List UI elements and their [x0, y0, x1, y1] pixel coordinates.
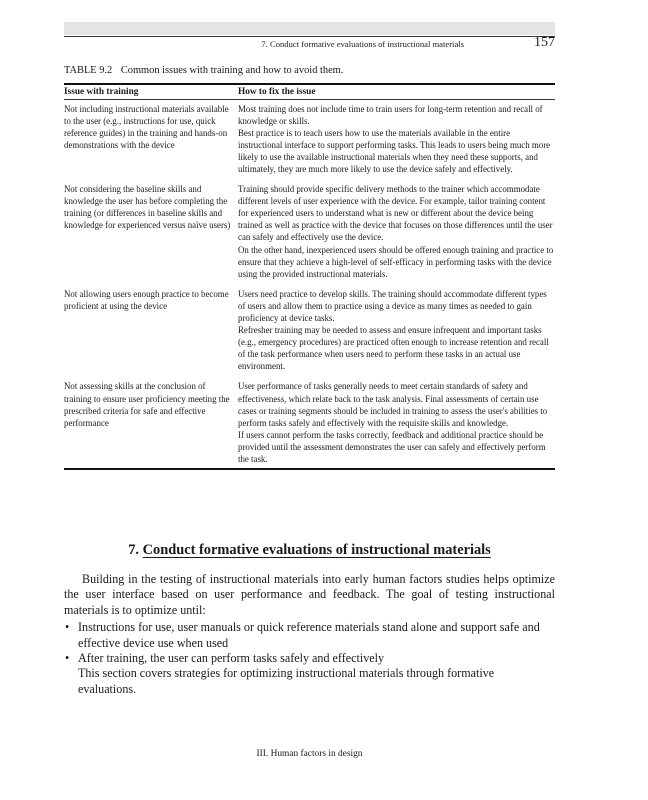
page-footer: III. Human factors in design	[256, 749, 363, 759]
header-rule	[64, 36, 555, 37]
fix-paragraph: If users cannot perform the tasks correctly, feedback and additional practice should be provided until the assessment demonstrates the user can safely and effectively perform the task.	[238, 429, 546, 465]
table-caption	[64, 65, 343, 76]
section-number: 7.	[128, 542, 140, 558]
list-item-text: Instructions for use, user manuals or quick reference materials stand alone and support safe and effective device use when used	[78, 620, 540, 650]
table-row	[64, 288, 555, 373]
fix-cell	[238, 103, 555, 176]
closing-paragraph: This section covers strategies for optimizing instructional materials through formative evaluations.	[78, 666, 495, 696]
fix-paragraph: Best practice is to teach users how to use the materials available in the entire instructional interface to support performing tasks. This leads to users being much more likely to use the available instructional materials when they need these supports, and ultimately, they are much more likely to use the device safely and effectively.	[238, 127, 551, 174]
list-item	[64, 651, 555, 666]
issue-cell: Not assessing skills at the conclusion of training to ensure user proficiency meeting the prescribed criteria for safe and effective performance	[64, 381, 230, 428]
bullet-icon: •	[65, 620, 70, 635]
issue-cell: Not allowing users enough practice to become proficient at using the device	[64, 288, 229, 311]
fix-cell	[238, 183, 555, 280]
list-item-text: After training, the user can perform tasks safely and effectively	[78, 651, 385, 666]
bullet-icon: •	[65, 651, 70, 666]
section-body	[64, 572, 555, 697]
section-title: Conduct formative evaluations of instructional materials	[142, 542, 491, 558]
page-top-band	[64, 22, 555, 35]
table-bottom-rule	[64, 468, 555, 470]
table-caption-number: TABLE 9.2	[64, 65, 113, 76]
table-header-row	[64, 85, 555, 99]
section-heading	[64, 542, 555, 559]
table-row	[64, 103, 555, 176]
fix-paragraph: Users need practice to develop skills. The training should accommodate different types of users and allow them to practice using a device as many times as needed to gain proficiency at device tasks.	[238, 288, 547, 323]
table-header-rule	[64, 99, 555, 100]
page-number: 157	[534, 35, 555, 50]
issue-cell: Not including instructional materials available to the user (e.g., instructions for use, quick reference guides) in the training and hands-on demonstrations with the device	[64, 103, 229, 150]
intro-paragraph: Building in the testing of instructional materials into early human factors studies helps optimize the user interface based on user performance and feedback. The goal of testing instructional materials is to optimize until:	[64, 572, 555, 617]
issues-table	[64, 83, 555, 470]
fix-paragraph: On the other hand, inexperienced users should be offered enough training and practice to ensure that they achieve a high-level of self-efficacy in performing tasks with the device using the provided instructional materials.	[238, 244, 554, 279]
goal-list	[64, 620, 555, 666]
fix-paragraph: Refresher training may be needed to assess and ensure infrequent and important tasks (e.g., emergency procedures) are practiced often enough to increase retention and recall of the task performance when users need to perform these tasks in an actual use environment.	[238, 325, 549, 372]
table-caption-text: Common issues with training and how to avoid them.	[120, 65, 344, 76]
fix-cell	[238, 380, 555, 465]
column-header-issue: Issue with training	[64, 86, 139, 97]
fix-cell	[238, 288, 555, 373]
fix-paragraph: User performance of tasks generally needs to meet certain standards of safety and effectiveness, which relate back to the task analysis. Final assessments of certain use cases or training segments should be included in training to assess the user's abilities to perform tasks safely and effectively with the requisite skills and knowledge.	[238, 381, 548, 428]
fix-paragraph: Most training does not include time to train users for long-term retention and recall of knowledge or skills.	[238, 103, 543, 126]
table-row	[64, 380, 555, 465]
list-item	[64, 620, 555, 651]
issue-cell: Not considering the baseline skills and knowledge the user has before completing the training (or differences in baseline skills and knowledge for experienced versus naïve users)	[64, 184, 231, 231]
column-header-fix: How to fix the issue	[238, 86, 316, 97]
table-row	[64, 183, 555, 280]
fix-paragraph: Training should provide specific delivery methods to the trainer which accommodate different levels of user experience with the device. For example, tailor training content for experienced users to understand what is new or different about the device being trained as well as practice with the device that focuses on those differences until the user can safely and effectively use the device.	[238, 184, 553, 243]
running-head: 7. Conduct formative evaluations of instructional materials	[261, 39, 464, 49]
